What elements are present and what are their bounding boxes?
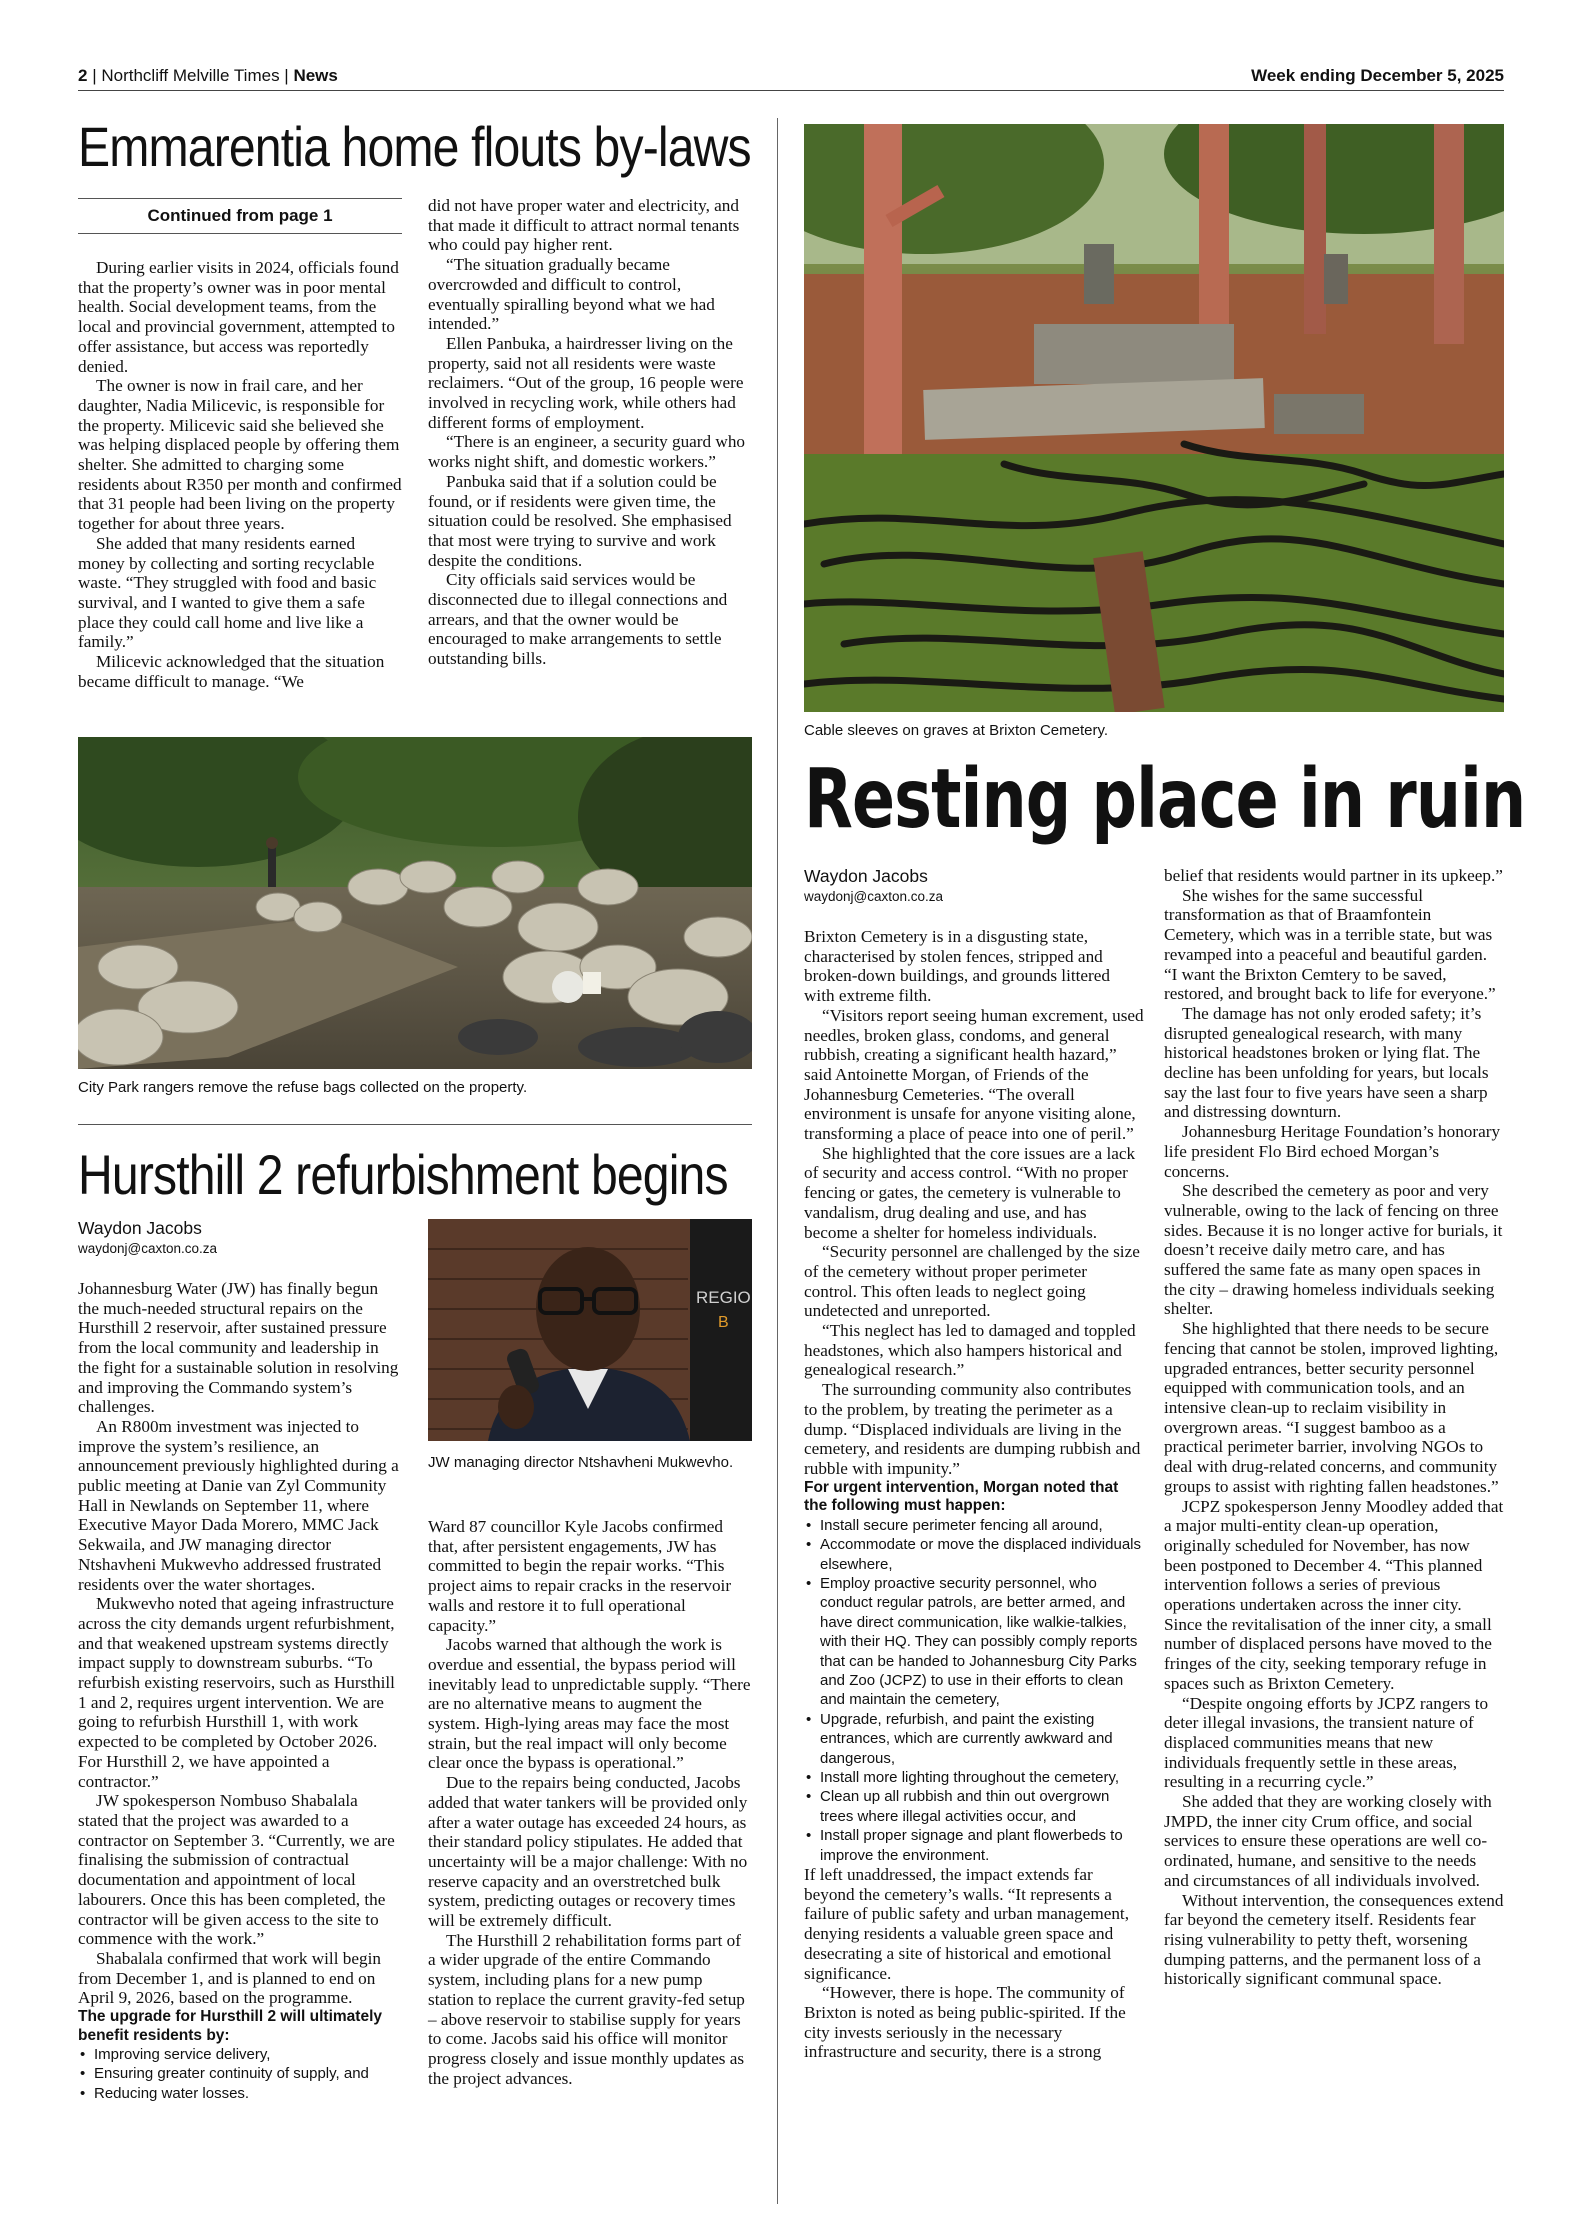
paragraph: She wishes for the same successful transformation as that of Braamfontein Cemetery, which was in a terrible state, but was revamped into a peaceful and beautiful garden. “I want the Brixton Cemtery to be saved, restored, and brought back to life for everyone.”	[1164, 885, 1496, 1004]
story2-photo-caption: Cable sleeves on graves at Brixton Cemetery.	[804, 722, 1109, 739]
list-item: • Reducing water losses.	[78, 2084, 402, 2103]
paragraph: She added that many residents earned money by collecting and sorting recyclable waste. “They struggled with food and basic survival, and I wanted to give them a safe place they could call home and live like a family.”	[78, 533, 377, 652]
refuse-bags-photo	[78, 737, 752, 1069]
paragraph: Johannesburg Heritage Foundation’s honorary life president Flo Bird echoed Morgan’s concerns.	[1164, 1122, 1501, 1181]
sign-text-2: B	[718, 1314, 729, 1331]
paragraph: Jacobs warned that although the work is overdue and essential, the bypass period will inevitably lead to unpredictable supply. “There are no alternative means to augment the system. High-lying areas may face the most strain, but the real impact will only become clear once the bypass is operational.”	[428, 1635, 751, 1773]
page-folio: 2 | Northcliff Melville Times | News	[78, 66, 338, 85]
list-item: • Install secure perimeter fencing all around,	[804, 1516, 1144, 1535]
publication-name: Northcliff Melville Times	[101, 66, 280, 85]
list-intro: The upgrade for Hursthill 2 will ultimately benefit residents by:	[78, 2008, 383, 2044]
section-name: News	[293, 66, 338, 85]
paragraph: The damage has not only eroded safety; it’s disrupted genealogical research, with many historical headstones broken or lying flat. The decline has been unfolding for years, but locals say the last four to five years have seen a sharp and distressing downturn.	[1164, 1003, 1489, 1122]
list-item: • Accommodate or move the displaced individuals elsewhere,	[804, 1535, 1144, 1574]
paragraph: Due to the repairs being conducted, Jacobs added that water tankers will be provided only after a water outage has exceeded 24 hours, as their standard policy stipulates. He added that uncertainty will be a major challenge: With no reserve capacity and an overstretched bulk system, predicting outages or recovery times will be extremely difficult.	[428, 1773, 748, 1931]
page-number: 2	[78, 66, 88, 85]
sign-text-1: REGIO	[696, 1288, 751, 1307]
list-intro: For urgent intervention, Morgan noted that the following must happen:	[804, 1478, 1119, 1515]
paragraph: She highlighted that there needs to be secure fencing that cannot be stolen, improved lighting, upgraded entrances, better security personnel equipped with communication tools, and an intensive clean-up to reclaim visibility in overgrown areas. “I suggest bamboo as a practical perimeter barrier, involving NGOs to deal with drug-related concerns, and community groups to assist with righting fallen headstones.”	[1164, 1319, 1499, 1496]
paragraph: The owner is now in frail care, and her daughter, Nadia Milicevic, is responsible for the property. Milicevic said she believed she was helping displaced people by offering them shelter. She admitted to charging some residents about R350 per month and confirmed that 31 people had been living on the property together for about three years.	[78, 376, 402, 534]
paragraph: JCPZ spokesperson Jenny Moodley added that a major multi-entity clean-up operation, originally scheduled for November, has now been postponed to December 4. “This planned intervention follows a series of previous operations undertaken across the inner city. Since the revitalisation of the inner city, a small number of displaced persons have moved to the fringes of the city, seeking temporary refuge in spaces such as Brixton Cemetery.	[1164, 1496, 1504, 1693]
list-item: • Install proper signage and plant flowerbeds to improve the environment.	[804, 1826, 1144, 1865]
paragraph: “Despite ongoing efforts by JCPZ rangers to deter illegal invasions, the transient nature of displaced communities means that new individuals frequently settle in these areas, resulting in a recurring cycle.”	[1164, 1693, 1489, 1792]
story3-column-2	[428, 1517, 752, 2088]
paragraph: “There is an engineer, a security guard who works night shift, and domestic workers.”	[428, 432, 746, 472]
paragraph: The surrounding community also contributes to the problem, by treating the perimeter as a dump. “Displaced individuals are living in the cemetery, and residents are dumping rubbish and rubble with impunity.”	[804, 1380, 1141, 1478]
paragraph: “However, there is hope. The community of Brixton is noted as being public-spirited. If the city invests seriously in the necessary infrastructure and security, there is a strong	[804, 1983, 1126, 2062]
interventions-list	[804, 1516, 1144, 1865]
paragraph: If left unaddressed, the impact extends far beyond the cemetery’s walls. “It represents a failure of public safety and urban management, denying residents a valuable green space and desecrating a site of historical and emotional significance.	[804, 1865, 1130, 1983]
paragraph: “Visitors report seeing human excrement, used needles, broken glass, condoms, and general rubbish, creating a significant health hazard,” said Antoinette Morgan, of Friends of the Johannesburg Cemeteries. “The overall environment is unsafe for anyone visiting alone, transforming a place of peace into one of peril.”	[804, 1005, 1144, 1144]
continued-label: Continued from page 1	[78, 198, 402, 234]
story3-headline: Hursthill 2 refurbishment begins	[78, 1143, 728, 1206]
paragraph: She described the cemetery as poor and very vulnerable, owing to the lack of fencing on three sides. Because it is no longer active for burials, it doesn’t receive daily metro care, and has suffered the same fate as many open spaces in the city – drawing homeless individuals seeking shelter.	[1164, 1181, 1503, 1319]
cemetery-photo	[804, 124, 1504, 712]
story2-byline: Waydon Jacobs	[804, 866, 928, 886]
story2-headline: Resting place in ruin	[804, 752, 1526, 847]
paragraph: During earlier visits in 2024, officials found that the property’s owner was in poor mental health. Social development teams, from the local and provincial government, attempted to offer assistance, but access was reportedly denied.	[78, 258, 399, 376]
list-item: • Employ proactive security personnel, who conduct regular patrols, are better armed, and have direct communication, like walkie-talkies, with their HQ. They can possibly comply reports that can be handed to Johannesburg City Parks and Zoo (JCPZ) to use in their efforts to clean and maintain the cemetery,	[804, 1574, 1144, 1710]
story1-photo-caption: City Park rangers remove the refuse bags collected on the property.	[78, 1079, 528, 1096]
paragraph: Ellen Panbuka, a hairdresser living on the property, said not all residents were waste reclaimers. “Out of the group, 16 people were involved in recycling work, while others had different forms of employment.	[428, 333, 744, 432]
list-item: • Clean up all rubbish and thin out overgrown trees where illegal activities occur, and	[804, 1787, 1144, 1826]
paragraph: Brixton Cemetery is in a disgusting state, characterised by stolen fences, stripped and broken-down buildings, and grounds littered with extreme filth.	[804, 927, 1110, 1006]
column-divider	[777, 118, 778, 2204]
story1-column-2	[428, 196, 752, 669]
header-rule	[78, 90, 1504, 91]
issue-date: Week ending December 5, 2025	[1251, 66, 1504, 85]
story1-column-1	[78, 258, 402, 691]
paragraph: Shabalala confirmed that work will begin from December 1, and is planned to end on April 9, 2026, based on the programme.	[78, 1948, 381, 2008]
paragraph: Panbuka said that if a solution could be found, or if residents were given time, the situation could be resolved. She emphasised that most were trying to survive and work despite the conditions.	[428, 471, 732, 570]
paragraph: Milicevic acknowledged that the situation became difficult to manage. “We	[78, 652, 385, 691]
story-divider	[78, 1124, 752, 1125]
story1-headline: Emmarentia home flouts by-laws	[78, 115, 751, 178]
paragraph: belief that residents would partner in its upkeep.”	[1164, 866, 1503, 885]
paragraph: Mukwevho noted that ageing infrastructure across the city demands urgent refurbishment, and that weakened upstream systems directly impact supply to downstream suburbs. “To refurbish existing reservoirs, such as Hursthill 1 and 2, requires urgent intervention. We are going to refurbish Hursthill 1, with work expected to be completed by October 2026. For Hursthill 2, we have appointed a contractor.”	[78, 1594, 395, 1791]
story3-byline: Waydon Jacobs	[78, 1218, 202, 1238]
story2-email: waydonj@caxton.co.za	[804, 889, 944, 904]
list-item: • Improving service delivery,	[78, 2045, 402, 2064]
paragraph: Johannesburg Water (JW) has finally begun the much-needed structural repairs on the Hursthill 2 reservoir, after sustained pressure from the local community and leadership in the fight for a sustainable solution in resolving and improving the Commando system’s challenges.	[78, 1279, 399, 1417]
story3-column-1	[78, 1279, 402, 2103]
paragraph: “The situation gradually became overcrowded and difficult to control, eventually spiralling beyond what we had intended.”	[428, 255, 715, 334]
paragraph: The Hursthill 2 rehabilitation forms part of a wider upgrade of the entire Commando system, including plans for a new pump station to replace the current gravity-fed setup – above reservoir to stabilise supply for years to come. Jacobs said his office will monitor progress closely and issue monthly updates as the project advances.	[428, 1930, 745, 2088]
paragraph: She highlighted that the core issues are a lack of security and access control. “With no proper fencing or gates, the cemetery is vulnerable to vandalism, drug dealing and use, and has become a shelter for homeless individuals.	[804, 1143, 1136, 1242]
benefits-list	[78, 2045, 402, 2103]
paragraph: Ward 87 councillor Kyle Jacobs confirmed that, after persistent engagements, JW has committed to begin the repair works. “This project aims to repair cracks in the reservoir walls and restore it to full operational capacity.”	[428, 1517, 732, 1635]
paragraph: City officials said services would be disconnected due to illegal connections and arrears, and that the owner would be encouraged to make arrangements to settle outstanding bills.	[428, 570, 728, 669]
paragraph: did not have proper water and electricity, and that made it difficult to attract normal tenants who could pay higher rent.	[428, 196, 740, 255]
paragraph: Without intervention, the consequences extend far beyond the cemetery itself. Residents fear rising vulnerability to petty theft, worsening dumping patterns, and the permanent loss of a historically significant communal space.	[1164, 1890, 1504, 1989]
paragraph: She added that they are working closely with JMPD, the inner city Crum office, and social services to ensure these operations are well co-ordinated, humane, and sensitive to the needs and circumstances of all individuals involved.	[1164, 1792, 1492, 1890]
mukwevho-photo	[428, 1219, 752, 1441]
story2-column-2	[1164, 866, 1504, 1989]
list-item: • Upgrade, refurbish, and paint the existing entrances, which are currently awkward and dangerous,	[804, 1710, 1144, 1768]
story2-column-1	[804, 927, 1144, 2062]
list-item: • Ensuring greater continuity of supply, and	[78, 2064, 402, 2083]
story3-email: waydonj@caxton.co.za	[78, 1241, 218, 1256]
paragraph: “Security personnel are challenged by the size of the cemetery without proper perimeter control. This often leads to neglect going undetected and unreported.	[804, 1242, 1140, 1321]
paragraph: An R800m investment was injected to improve the system’s resilience, an announcement previously highlighted during a public meeting at Danie van Zyl Community Hall in Newlands on September 11, where Executive Mayor Dada Morero, MMC Jack Sekwaila, and JW managing director Ntshavheni Mukwevho addressed frustrated residents over the water shortages.	[78, 1416, 399, 1594]
story3-photo-caption: JW managing director Ntshavheni Mukwevho.	[428, 1454, 734, 1471]
paragraph: JW spokesperson Nombuso Shabalala stated that the project was awarded to a contractor on September 3. “Currently, we are finalising the submission of contractual documentation and appointment of local labourers. Once this has been completed, the contractor will be given access to the site to commence with the work.”	[78, 1791, 395, 1949]
paragraph: “This neglect has led to damaged and toppled headstones, which also hampers historical and genealogical research.”	[804, 1321, 1136, 1380]
list-item: • Install more lighting throughout the cemetery,	[804, 1768, 1144, 1787]
